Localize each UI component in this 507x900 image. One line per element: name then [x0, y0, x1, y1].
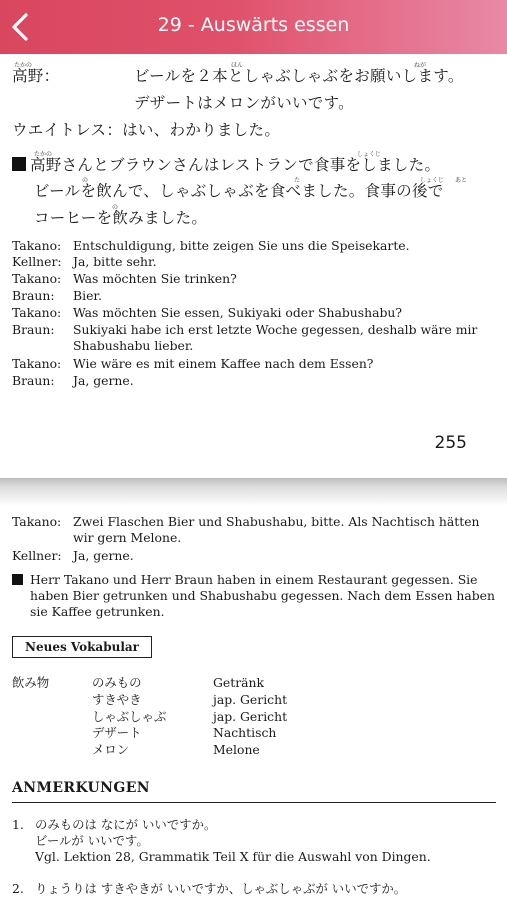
page-title: 29 - Auswärts essen	[157, 14, 350, 36]
note-line: のみものは なにが いいですか。	[35, 817, 217, 832]
speaker: Takano:	[12, 356, 62, 371]
speaker: Braun:	[12, 322, 55, 337]
vocab-translation-column	[213, 675, 287, 759]
vocab-kana: すきやき	[92, 691, 142, 707]
note-line: ビールが いいです。	[35, 833, 149, 848]
dialog-text: Sukiyaki habe ich erst letzte Woche gegessen, deshalb wäre mir Shabushabu lieber.	[73, 322, 478, 353]
dialog-line	[12, 548, 497, 564]
square-bullet-icon	[12, 157, 26, 171]
jp-line: ビールを２本としゃぶしゃぶをお願いします。	[134, 67, 464, 85]
summary-text: Herr Takano und Herr Braun haben in einem Restaurant gegessen. Sie haben Bier getrunken und Shabushabu gegessen. Nach dem Essen haben sie Kaffee getrunken.	[30, 572, 495, 619]
vocab-header: Neues Vokabular	[12, 636, 152, 658]
furigana: たかの	[34, 151, 53, 158]
furigana: たかの	[14, 62, 33, 69]
vocab-translation: jap. Gericht	[213, 691, 288, 707]
speaker: Kellner:	[12, 254, 62, 269]
furigana: の	[112, 204, 119, 211]
furigana: ねが	[414, 62, 427, 69]
dialog-text: Bier.	[73, 288, 102, 303]
dialog-text: Ja, bitte sehr.	[73, 254, 157, 269]
furigana: た	[294, 177, 301, 184]
dialog-text: Wie wäre es mit einem Kaffee nach dem Essen?	[73, 356, 374, 371]
furigana: しょくじ	[420, 177, 445, 184]
header-bar	[0, 0, 507, 54]
dialog-line	[12, 305, 497, 321]
summary-paragraph	[12, 572, 497, 620]
dialog-line	[12, 288, 497, 304]
section-rule	[12, 802, 496, 803]
vocab-translation: Getränk	[213, 675, 265, 690]
dialog-text: Ja, gerne.	[73, 548, 134, 563]
dialog-text: Was möchten Sie trinken?	[73, 271, 237, 286]
jp-summary-line: ビールを飲んで、しゃぶしゃぶを食べました。食事の後で	[34, 182, 444, 200]
vocab-translation: Nachtisch	[213, 725, 277, 741]
furigana: ほん	[231, 62, 244, 69]
square-bullet-icon	[12, 574, 23, 585]
note-line: りょうりは すきやきが いいですか、しゃぶしゃぶが いいですか。	[35, 881, 407, 896]
dialog-line	[12, 356, 497, 372]
dialog-text: Was möchten Sie essen, Sukiyaki oder Shabushabu?	[73, 305, 403, 320]
speaker: Takano:	[12, 271, 62, 286]
vocab-kanji: 飲み物	[12, 675, 50, 690]
book-page-256	[0, 506, 507, 900]
furigana: しょくじ	[357, 151, 382, 158]
speaker: Takano:	[12, 238, 62, 253]
dialog-line	[12, 322, 497, 354]
speaker: Braun:	[12, 373, 55, 388]
dialog-line	[12, 238, 497, 254]
vocab-kana: メロン	[92, 742, 130, 758]
dialog-line	[12, 254, 497, 270]
vocab-translation: jap. Gericht	[213, 708, 288, 724]
jp-text: 高野さんとブラウンさんはレストランで食事をしました。	[30, 156, 441, 174]
note-number: 2.	[12, 881, 24, 896]
furigana: の	[82, 177, 89, 184]
note-number: 1.	[12, 817, 24, 832]
dialog-line	[12, 373, 497, 389]
jp-summary-line	[12, 155, 440, 175]
vocab-translation: Melone	[213, 742, 260, 758]
speaker: Takano:	[12, 305, 62, 320]
speaker: Kellner:	[12, 548, 62, 563]
vocab-kanji-column	[12, 675, 49, 692]
vocab-kana: のみもの	[92, 675, 142, 690]
furigana: あと	[455, 177, 468, 184]
section-title-anmerkungen: ANMERKUNGEN	[12, 780, 150, 796]
book-page-255	[0, 54, 507, 478]
dialog-line	[12, 271, 497, 287]
vocab-kana: しゃぶしゃぶ	[92, 708, 167, 724]
note-item	[35, 817, 495, 865]
vocab-kana: デザート	[92, 725, 142, 741]
jp-summary-line: コーヒーを飲みました。	[34, 209, 208, 227]
page-number: 255	[434, 433, 467, 453]
speaker: Takano:	[12, 514, 62, 529]
dialog-line	[12, 514, 497, 546]
dialog-text: Entschuldigung, bitte zeigen Sie uns die Speisekarte.	[73, 238, 410, 253]
dialog-text: Ja, gerne.	[73, 373, 134, 388]
dialog-text: Zwei Flaschen Bier und Shabushabu, bitte. Als Nachtisch hätten wir gern Melone.	[73, 514, 480, 545]
jp-line: ウエイトレス：はい、わかりました。	[12, 121, 281, 139]
speaker: Braun:	[12, 288, 55, 303]
jp-speaker-takano: 高野：	[12, 67, 60, 85]
page-divider	[0, 478, 507, 506]
note-line: Vgl. Lektion 28, Grammatik Teil X für die Auswahl von Dingen.	[35, 849, 431, 864]
note-item	[35, 881, 500, 897]
vocab-kana-column	[92, 675, 166, 759]
jp-line: デザートはメロンがいいです。	[134, 94, 354, 112]
